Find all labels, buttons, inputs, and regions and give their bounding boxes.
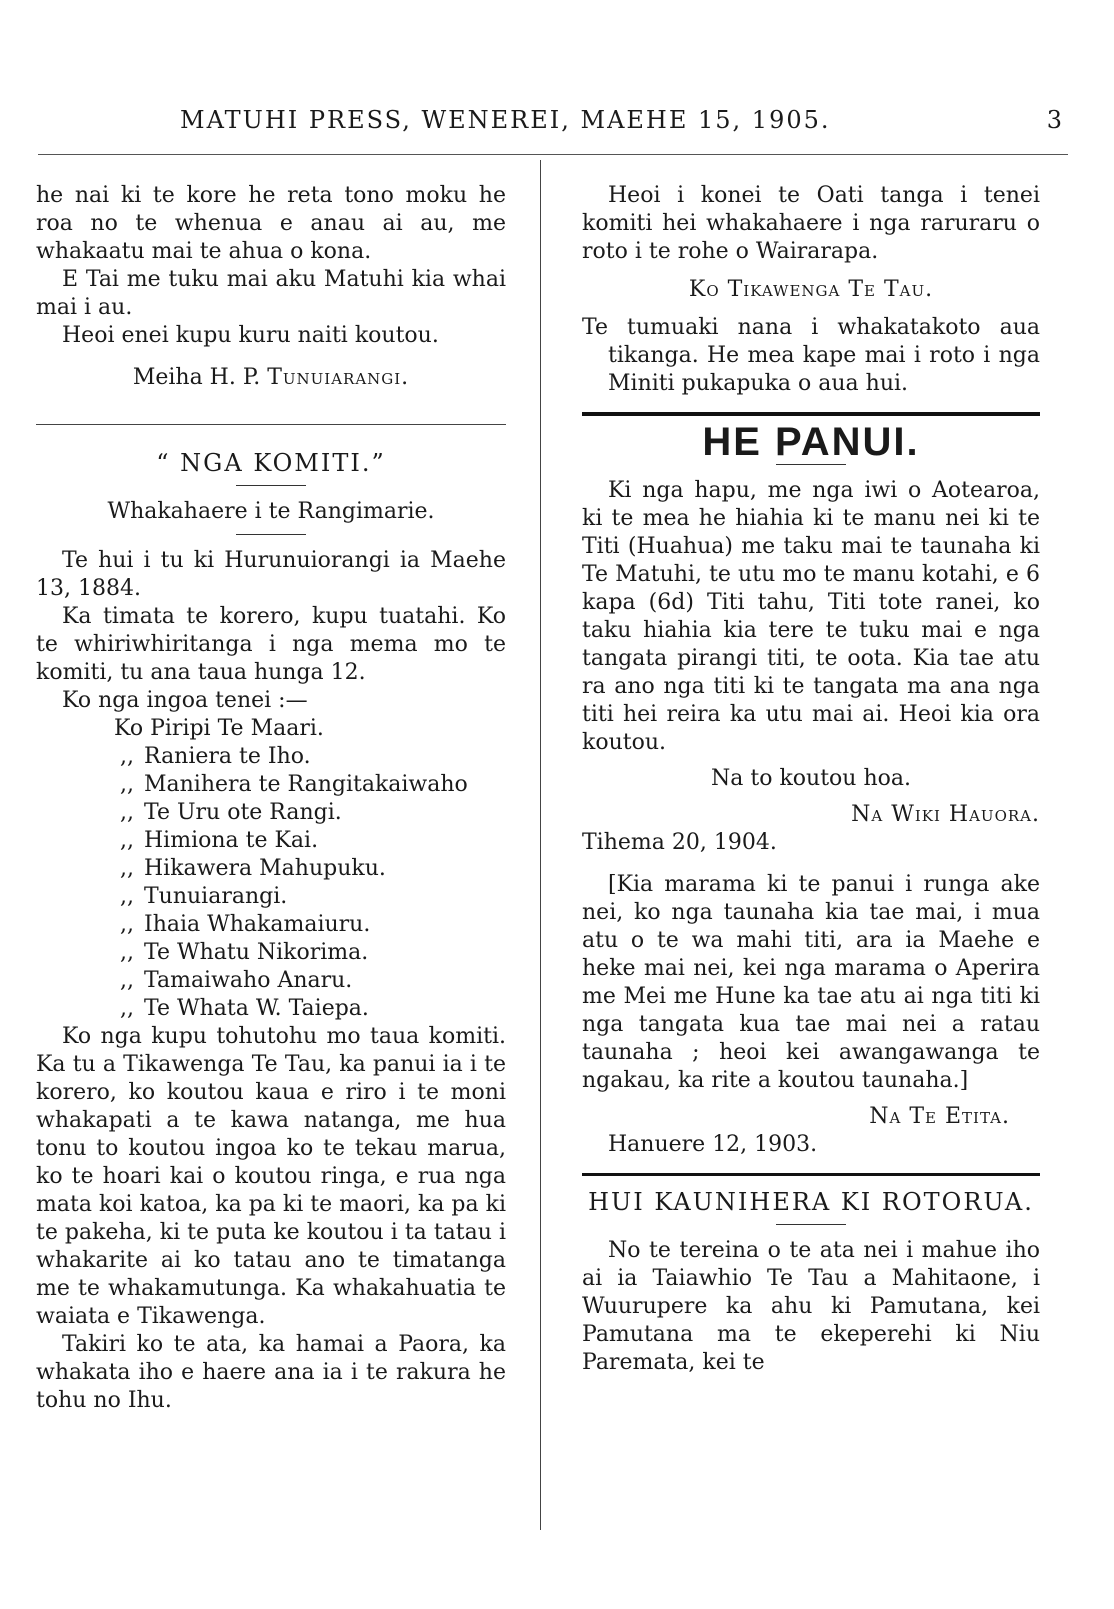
short-rule xyxy=(236,485,306,486)
page-header xyxy=(0,96,1114,140)
short-rule xyxy=(236,534,306,535)
list-item xyxy=(36,995,506,1023)
member-name: Manihera te Rangitakaiwaho xyxy=(144,772,468,797)
ditto-mark: ,, xyxy=(120,772,134,797)
panui-date: Tihema 20, 1904. xyxy=(582,830,777,855)
list-item xyxy=(36,855,506,883)
page-number: 3 xyxy=(1046,106,1062,134)
signature-name: Tunuiarangi. xyxy=(267,365,410,390)
editor-note: [Kia marama ki te panui i runga ake nei, ko nga taunaha kia tae mai, i mua atu o te wa mahi titi, ara ia Maehe e heke mai nei, kei nga marama o Aperira me Mei me Hune ka tae atu ai nga titi ki nga tangata kua tae mai nei a ratau taunaha ; heoi kei awangawanga te ngakau, ka rite a koutou taunaha.] xyxy=(582,872,1040,1093)
komiti-end-paragraph: Heoi i konei te Oati tanga i tenei komiti hei whakahaere i nga raruraru o roto i te rohe o Wairarapa. xyxy=(582,183,1040,264)
masthead-title: MATUHI PRESS, WENEREI, MAEHE 15, 1905. xyxy=(180,106,831,134)
member-name: Tunuiarangi. xyxy=(144,884,288,909)
list-item xyxy=(36,771,506,799)
list-item xyxy=(36,967,506,995)
list-item xyxy=(36,939,506,967)
editor-signature: Na Te Etita. xyxy=(869,1104,1010,1129)
komiti-paragraph: Ka timata te korero, kupu tuatahi. Ko te whiriwhiritanga i nga mema mo te komiti, tu ana taua hunga 12. xyxy=(36,604,506,685)
komiti-title: “ NGA KOMITI.” xyxy=(156,449,386,477)
panui-signature: Na Wiki Hauora. xyxy=(851,802,1040,827)
letter-signature xyxy=(36,364,506,392)
ditto-mark: ,, xyxy=(120,744,134,769)
letter-paragraph: E Tai me tuku mai aku Matuhi kia whai mai i au. xyxy=(36,267,506,320)
ditto-mark: ,, xyxy=(120,800,134,825)
ditto-mark: ,, xyxy=(120,940,134,965)
komiti-end-note: Te tumuaki nana i whakatakoto aua tikanga. He mea kape mai i roto i nga Miniti pukapuka o aua hui. xyxy=(582,315,1040,396)
letter-paragraph: he nai ki te kore he reta tono moku he roa no te whenua e anau ai au, me whakaatu mai te ahua o kona. xyxy=(36,183,506,264)
section-rule-thick xyxy=(582,1173,1040,1176)
list-item xyxy=(36,715,506,743)
ditto-mark: ,, xyxy=(120,828,134,853)
member-name: Te Whatu Nikorima. xyxy=(144,940,369,965)
panui-closing: Na to koutou hoa. xyxy=(711,766,911,791)
hui-title: HUI KAUNIHERA KI ROTORUA. xyxy=(588,1188,1034,1216)
panui-title: HE PANUI. xyxy=(702,420,920,464)
list-item xyxy=(36,827,506,855)
section-rule xyxy=(36,424,506,425)
member-name: Te Uru ote Rangi. xyxy=(144,800,342,825)
member-name: Hikawera Mahupuku. xyxy=(144,856,386,881)
komiti-subtitle: Whakahaere i te Rangimarie. xyxy=(107,499,435,524)
ditto-mark: ,, xyxy=(120,884,134,909)
member-name: Te Whata W. Taiepa. xyxy=(144,996,369,1021)
komiti-paragraph: Ko nga ingoa tenei :— xyxy=(62,688,308,713)
list-item xyxy=(36,799,506,827)
member-name: Raniera te Iho. xyxy=(144,744,311,769)
member-name: Ko Piripi Te Maari. xyxy=(114,716,324,741)
list-item xyxy=(36,883,506,911)
komiti-paragraph: Takiri ko te ata, ka hamai a Paora, ka whakata iho e haere ana ia i te rakura he tohu no Ihu. xyxy=(36,1332,506,1413)
column-divider xyxy=(540,160,541,1530)
komiti-end-signature: Ko Tikawenga Te Tau. xyxy=(688,277,934,302)
hui-paragraph: No te tereina o te ata nei i mahue iho ai ia Taiawhio Te Tau a Mahitaone, i Wuurupere ka ahu ki Pamutana, kei Pamutana ma te ekeperehi ki Niu Paremata, kei te xyxy=(582,1238,1040,1375)
signature-prefix: Meiha H. P. xyxy=(132,365,261,390)
ditto-mark: ,, xyxy=(120,856,134,881)
list-item xyxy=(36,911,506,939)
header-rule xyxy=(38,154,1068,155)
komiti-paragraph: Ko nga kupu tohutohu mo taua komiti. Ka tu a Tikawenga Te Tau, ka panui ia i te korero, ko koutou kaua e riro i te moni whakapati a te kawa natanga, me hua tonu to koutou ingoa ko te tekau marua, ko te hoari kai o koutou ringa, e rua nga mata koi katoa, ka pa ki te maori, ka pa ki te pakeha, ki te puta ke koutou i ta tatau i whakarite ai ko tatau ano te timatanga me te whakamutunga. Ka whakahuatia te waiata e Tikawenga. xyxy=(36,1024,506,1329)
editor-date: Hanuere 12, 1903. xyxy=(608,1132,818,1157)
panui-paragraph: Ki nga hapu, me nga iwi o Aotearoa, ki te mea he hiahia ki te manu nei ki te Titi (Huahua) me taku mai te taunaha ki Te Matuhi, te utu mo te manu kotahi, e 6 kapa (6d) Titi tahu, Titi tote ranei, ko taku hiahia kia tere te tuku mai e nga tangata pirangi titi, te oota. Kia tae atu ra ano nga titi ki te tangata ma ana nga titi hei reira ka utu mai ai. Heoi kia ora koutou. xyxy=(582,478,1040,755)
member-name: Tamaiwaho Anaru. xyxy=(144,968,353,993)
list-item xyxy=(36,743,506,771)
member-name: Ihaia Whakamaiuru. xyxy=(144,912,371,937)
right-column xyxy=(582,182,1040,1377)
letter-paragraph: Heoi enei kupu kuru naiti koutou. xyxy=(62,323,439,348)
ditto-mark: ,, xyxy=(120,968,134,993)
left-column xyxy=(36,182,506,1415)
section-rule-thick xyxy=(582,412,1040,416)
short-rule xyxy=(776,464,846,465)
ditto-mark: ,, xyxy=(120,912,134,937)
short-rule xyxy=(776,1224,846,1225)
member-name: Himiona te Kai. xyxy=(144,828,319,853)
ditto-mark: ,, xyxy=(120,996,134,1021)
komiti-paragraph: Te hui i tu ki Hurunuiorangi ia Maehe 13, 1884. xyxy=(36,548,506,601)
member-list xyxy=(36,715,506,1023)
